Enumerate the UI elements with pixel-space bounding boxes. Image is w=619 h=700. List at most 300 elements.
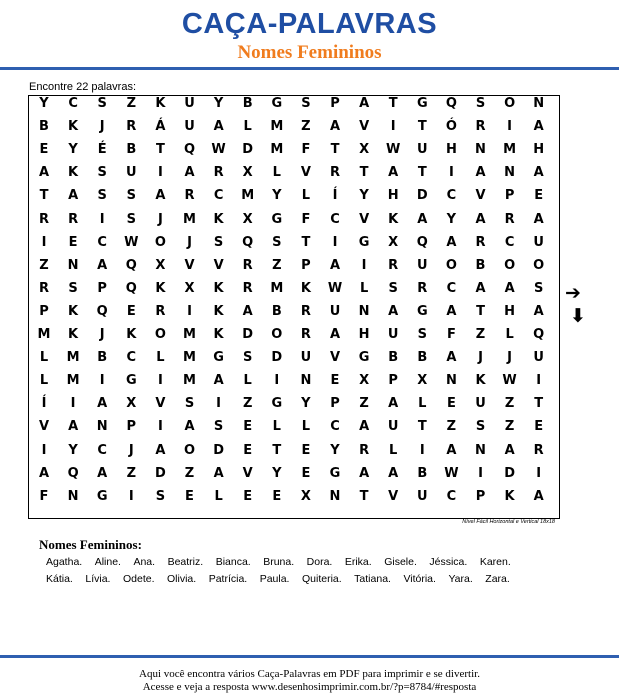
grid-letter: S: [475, 419, 486, 435]
grid-letter: S: [301, 96, 311, 111]
name-item: Jéssica.: [429, 556, 468, 568]
grid-letter: B: [388, 350, 399, 366]
name-item: Bianca.: [215, 556, 251, 568]
grid-letter: K: [504, 488, 515, 504]
grid-letter: R: [213, 165, 224, 181]
grid-letter: K: [213, 303, 224, 319]
grid-letter: J: [128, 442, 134, 458]
grid-letter: M: [183, 373, 196, 389]
grid-letter: N: [533, 96, 545, 111]
grid-letter: A: [97, 257, 108, 273]
grid-letter: É: [97, 142, 107, 158]
grid-letter: W: [386, 142, 401, 158]
grid-letter: R: [475, 119, 486, 135]
grid-letter: W: [211, 142, 226, 158]
grid-letter: M: [503, 142, 517, 158]
grid-letter: S: [97, 165, 107, 181]
grid-letter: A: [475, 211, 486, 227]
grid-letter: B: [475, 257, 486, 273]
grid-letter: G: [213, 350, 224, 366]
grid-letter: K: [68, 303, 79, 319]
grid-letter: A: [388, 165, 399, 181]
grid-letter: P: [126, 419, 137, 435]
grid-letter: A: [329, 119, 341, 135]
grid-letter: X: [300, 488, 311, 504]
grid-letter: A: [388, 396, 399, 412]
grid-letter: L: [389, 442, 398, 458]
grid-letter: N: [96, 419, 108, 435]
grid-letter: Y: [359, 188, 369, 204]
grid-letter: C: [446, 488, 457, 504]
grid-letter: S: [534, 280, 544, 296]
grid-letter: V: [359, 119, 370, 135]
grid-letter: E: [534, 419, 544, 435]
grid-letter: O: [271, 327, 283, 342]
grid-letter: A: [97, 396, 108, 412]
grid-letter: K: [300, 280, 311, 296]
grid-letter: Z: [39, 257, 49, 273]
grid-letter: K: [213, 280, 224, 296]
grid-letter: Z: [242, 396, 253, 412]
grid-letter: D: [271, 350, 283, 366]
grid-letter: Y: [39, 96, 49, 111]
grid-letter: I: [507, 119, 513, 135]
grid-letter: P: [39, 303, 49, 319]
grid-letter: S: [97, 188, 107, 204]
grid-letter: C: [504, 234, 515, 250]
grid-letter: Y: [272, 465, 282, 481]
grid-letter: Q: [67, 465, 79, 481]
grid-letter: L: [39, 373, 49, 389]
name-item: Lívia.: [85, 573, 111, 585]
grid-letter: A: [504, 442, 515, 458]
grid-letter: H: [387, 188, 399, 204]
grid-letter: U: [184, 119, 195, 135]
grid-letter: L: [301, 188, 311, 204]
grid-letter: A: [388, 303, 399, 319]
grid-letter: R: [38, 280, 49, 296]
grid-letter: V: [242, 465, 253, 481]
name-item: Odete.: [122, 573, 155, 585]
grid-letter: S: [272, 234, 282, 250]
grid-letter: R: [126, 119, 137, 135]
grid-letter: N: [504, 165, 516, 181]
grid-letter: R: [300, 303, 311, 319]
grid-letter: R: [359, 442, 370, 458]
grid-letter: J: [157, 211, 163, 227]
grid-letter: J: [99, 119, 105, 135]
grid-letter: O: [183, 442, 196, 458]
grid-letter: E: [68, 234, 78, 250]
grid-letter: R: [242, 257, 253, 273]
grid-letter: A: [533, 165, 544, 181]
grid-letter: C: [446, 188, 457, 204]
grid-letter: W: [124, 234, 139, 250]
grid-letter: I: [99, 373, 105, 389]
grid-letter: Y: [68, 442, 78, 458]
grid-letter: I: [70, 396, 76, 412]
grid-letter: W: [327, 280, 343, 296]
grid-letter: S: [155, 488, 166, 504]
grid-letter: J: [99, 327, 105, 342]
grid-letter: L: [272, 419, 281, 435]
grid-letter: E: [446, 396, 456, 412]
grid-letter: I: [128, 488, 134, 504]
grid-letter: A: [417, 211, 428, 227]
grid-letter: A: [242, 303, 253, 319]
grid-letter: B: [417, 465, 428, 481]
grid-letter: H: [358, 327, 370, 342]
grid-letter: P: [330, 396, 340, 412]
grid-letter: R: [388, 257, 399, 273]
name-item: Gisele.: [384, 556, 417, 568]
grid-letter: R: [38, 211, 49, 227]
grid-letter: K: [213, 327, 224, 342]
grid-letter: Z: [504, 419, 515, 435]
grid-letter: U: [126, 165, 137, 181]
grid-letter: S: [213, 419, 224, 435]
grid-letter: F: [39, 488, 49, 504]
grid-letter: A: [68, 419, 79, 435]
names-heading: Nomes Femininos:: [39, 537, 142, 552]
grid-letter: A: [97, 465, 108, 481]
grid-letter: I: [448, 165, 454, 181]
name-item: Bruna.: [263, 556, 295, 568]
grid-letter: E: [185, 488, 194, 504]
grid-letter: I: [274, 373, 280, 389]
grid-letter: T: [301, 234, 311, 250]
grid-letter: I: [187, 303, 192, 319]
grid-letter: J: [507, 350, 513, 366]
grid-letter: N: [67, 488, 79, 504]
name-item: Yara.: [448, 573, 473, 585]
grid-letter: L: [243, 373, 252, 389]
grid-letter: U: [300, 350, 312, 366]
grid-letter: Í: [41, 396, 47, 412]
grid-letter: X: [359, 142, 370, 158]
grid-letter: M: [183, 211, 196, 227]
grid-letter: O: [533, 257, 545, 273]
grid-letter: F: [301, 211, 311, 227]
grid-letter: L: [505, 327, 514, 342]
grid-letter: Z: [446, 419, 457, 435]
name-item: Dora.: [306, 556, 333, 568]
grid-letter: K: [155, 280, 166, 296]
grid-letter: Ó: [445, 119, 457, 135]
grid-letter: U: [387, 327, 399, 342]
grid-letter: K: [213, 211, 224, 227]
grid-letter: I: [157, 165, 163, 181]
grid-letter: L: [156, 350, 165, 366]
arrow-right-icon: ➔: [565, 282, 581, 304]
grid-letter: I: [478, 465, 483, 481]
name-item: Tatiana.: [354, 573, 391, 585]
grid-letter: I: [157, 373, 163, 389]
grid-letter: U: [533, 234, 544, 250]
grid-letter: G: [271, 96, 283, 111]
grid-letter: O: [504, 96, 516, 111]
name-item: Agatha.: [46, 556, 83, 568]
grid-letter: K: [155, 96, 166, 111]
grid-letter: S: [97, 96, 107, 111]
grid-letter: N: [445, 373, 457, 389]
grid-letter: T: [272, 442, 282, 458]
grid-letter: N: [358, 303, 370, 319]
grid-letter: C: [68, 96, 78, 111]
grid-letter: C: [213, 188, 224, 204]
page-subtitle: Nomes Femininos: [237, 42, 382, 63]
grid-letter: E: [330, 373, 340, 389]
grid-letter: K: [68, 165, 79, 181]
grid-letter: K: [475, 373, 486, 389]
name-item: Ana.: [133, 556, 156, 568]
grid-letter: M: [183, 350, 196, 366]
grid-letter: K: [68, 327, 79, 342]
grid-letter: I: [536, 465, 542, 481]
grid-letter: T: [417, 119, 427, 135]
grid-letter: R: [475, 234, 486, 250]
grid-letter: L: [214, 488, 223, 504]
grid-letter: S: [417, 327, 427, 342]
grid-letter: K: [126, 327, 137, 342]
grid-letter: K: [68, 119, 79, 135]
grid-letter: X: [184, 280, 195, 296]
grid-letter: R: [300, 327, 311, 342]
grid-letter: S: [243, 350, 253, 366]
grid-letter: Y: [330, 442, 340, 458]
name-item: Vitória.: [403, 573, 436, 585]
grid-letter: R: [504, 211, 515, 227]
grid-letter: K: [388, 211, 399, 227]
grid-letter: V: [475, 188, 486, 204]
grid-letter: J: [187, 234, 192, 250]
grid-letter: M: [66, 350, 80, 366]
grid-letter: Q: [96, 303, 108, 319]
grid-letter: N: [475, 142, 486, 158]
grid-letter: D: [416, 188, 428, 204]
grid-letter: Á: [155, 119, 166, 135]
grid-letter: S: [388, 280, 398, 296]
name-item: Olivia.: [167, 573, 197, 585]
grid-letter: S: [184, 396, 195, 412]
grid-letter: U: [417, 142, 428, 158]
grid-letter: A: [329, 257, 341, 273]
grid-letter: A: [155, 442, 166, 458]
grid-letter: R: [329, 165, 340, 181]
grid-letter: Q: [183, 142, 196, 158]
grid-letter: A: [184, 419, 195, 435]
name-item: Karen.: [479, 556, 511, 568]
footer-line-2: Acesse e veja a resposta www.desenhosimprimir.com.br/?p=8784/#resposta: [142, 681, 477, 693]
grid-letter: R: [242, 280, 253, 296]
grid-letter: X: [242, 211, 253, 227]
grid-letter: C: [97, 234, 107, 250]
grid-letter: Q: [242, 234, 254, 250]
grid-letter: I: [332, 234, 338, 250]
grid-letter: X: [155, 257, 166, 273]
grid-letter: N: [329, 488, 341, 504]
grid-letter: Z: [504, 396, 515, 412]
grid-letter: G: [358, 234, 370, 250]
grid-letter: A: [359, 419, 370, 435]
grid-letter: I: [361, 257, 367, 273]
grid-letter: A: [184, 165, 195, 181]
grid-letter: Y: [68, 142, 78, 158]
grid-letter: Q: [533, 327, 545, 342]
level-note: Nível Fácil Horizontal e Vertical 18x18: [462, 519, 555, 525]
name-item: Quiteria.: [301, 573, 342, 585]
grid-letter: Y: [213, 96, 224, 111]
name-item: Zara.: [485, 573, 510, 585]
grid-letter: V: [329, 350, 341, 366]
grid-letter: Z: [475, 327, 486, 342]
grid-letter: A: [446, 442, 457, 458]
grid-letter: L: [418, 396, 427, 412]
grid-letter: R: [184, 188, 195, 204]
grid-letter: E: [301, 465, 311, 481]
grid-letter: A: [533, 488, 544, 504]
grid-letter: Y: [301, 396, 311, 412]
grid-letter: F: [446, 327, 456, 342]
grid-letter: H: [445, 142, 457, 158]
grid-letter: H: [533, 142, 545, 158]
grid-letter: M: [66, 373, 80, 389]
grid-letter: V: [300, 165, 311, 181]
grid-letter: I: [390, 119, 396, 135]
grid-letter: X: [388, 234, 399, 250]
grid-letter: U: [417, 257, 428, 273]
grid-letter: A: [213, 373, 224, 389]
grid-letter: Q: [416, 234, 428, 250]
grid-letter: L: [301, 419, 311, 435]
grid-letter: I: [419, 442, 425, 458]
bottom-divider: [0, 655, 619, 658]
grid-letter: M: [270, 280, 284, 296]
grid-letter: S: [126, 211, 136, 227]
grid-letter: X: [359, 373, 370, 389]
grid-letter: N: [300, 373, 312, 389]
page-title: CAÇA-PALAVRAS: [181, 8, 438, 40]
grid-letter: G: [96, 488, 108, 504]
name-item: Paula.: [259, 573, 290, 585]
grid-letter: E: [243, 419, 253, 435]
grid-letter: U: [533, 350, 544, 366]
grid-letter: G: [271, 211, 283, 227]
grid-letter: T: [417, 419, 427, 435]
grid-letter: P: [504, 188, 515, 204]
grid-letter: O: [154, 234, 166, 250]
grid-letter: Q: [125, 280, 137, 296]
grid-letter: V: [155, 396, 166, 412]
grid-letter: D: [154, 465, 166, 481]
arrow-down-icon: ⬇: [570, 305, 586, 327]
grid-letter: O: [154, 327, 166, 342]
grid-letter: U: [387, 419, 399, 435]
grid-letter: B: [271, 303, 282, 319]
grid-letter: E: [243, 488, 253, 504]
grid-letter: T: [359, 488, 369, 504]
grid-letter: Z: [301, 119, 311, 135]
grid-letter: C: [97, 442, 107, 458]
grid-letter: B: [417, 350, 428, 366]
grid-letter: B: [242, 96, 253, 111]
grid-letter: E: [126, 303, 136, 319]
grid-letter: S: [68, 280, 78, 296]
grid-letter: U: [417, 488, 428, 504]
grid-letter: Y: [446, 211, 457, 227]
grid-letter: D: [504, 465, 515, 481]
grid-letter: V: [359, 211, 370, 227]
grid-letter: L: [272, 165, 281, 181]
footer: [0, 668, 619, 694]
grid-letter: V: [184, 257, 195, 273]
grid-letter: I: [536, 373, 542, 389]
grid-letter: Q: [445, 96, 457, 111]
grid-letter: E: [39, 142, 49, 158]
grid-letter: A: [38, 165, 50, 181]
name-item: Erika.: [344, 556, 372, 568]
grid-letter: P: [301, 257, 311, 273]
grid-letter: U: [329, 303, 341, 319]
name-item: Kátia.: [46, 573, 73, 585]
grid-letter: T: [39, 188, 49, 204]
grid-letter: M: [183, 327, 196, 342]
grid-letter: M: [37, 327, 51, 342]
name-item: Beatriz.: [167, 556, 204, 568]
grid-letter: H: [504, 303, 516, 319]
grid-letter: G: [329, 465, 341, 481]
grid-letter: B: [97, 350, 108, 366]
grid-letter: A: [359, 465, 370, 481]
grid-letter: I: [216, 396, 222, 412]
grid-letter: Z: [359, 396, 369, 412]
grid-letter: R: [533, 442, 544, 458]
grid-letter: A: [504, 280, 515, 296]
grid-letter: L: [39, 350, 49, 366]
grid-letter: B: [126, 142, 137, 158]
grid-letter: I: [41, 234, 47, 250]
grid-letter: W: [444, 465, 459, 481]
grid-letter: X: [417, 373, 428, 389]
grid-letter: V: [388, 488, 399, 504]
grid-letter: T: [330, 142, 340, 158]
instruction-text: Encontre 22 palavras:: [29, 81, 137, 93]
name-item: Patrícia.: [208, 573, 248, 585]
grid-letter: F: [301, 142, 311, 158]
grid-letter: E: [301, 442, 311, 458]
grid-letter: A: [213, 465, 224, 481]
grid-letter: C: [330, 419, 340, 435]
grid-letter: L: [359, 280, 369, 296]
grid-letter: P: [388, 373, 398, 389]
grid-letter: S: [126, 188, 136, 204]
grid-letter: A: [213, 119, 224, 135]
grid-letter: N: [67, 257, 79, 273]
grid-letter: A: [388, 465, 399, 481]
grid-letter: L: [243, 119, 252, 135]
grid-letter: Z: [272, 257, 282, 273]
grid-letter: A: [68, 188, 79, 204]
grid-letter: D: [213, 442, 224, 458]
grid-letter: A: [475, 165, 486, 181]
grid-letter: M: [270, 142, 284, 158]
grid-letter: I: [157, 419, 163, 435]
grid-letter: A: [155, 188, 166, 204]
grid-letter: C: [126, 350, 137, 366]
grid-letter: T: [417, 165, 427, 181]
grid-letter: C: [446, 280, 457, 296]
grid-letter: I: [41, 442, 47, 458]
